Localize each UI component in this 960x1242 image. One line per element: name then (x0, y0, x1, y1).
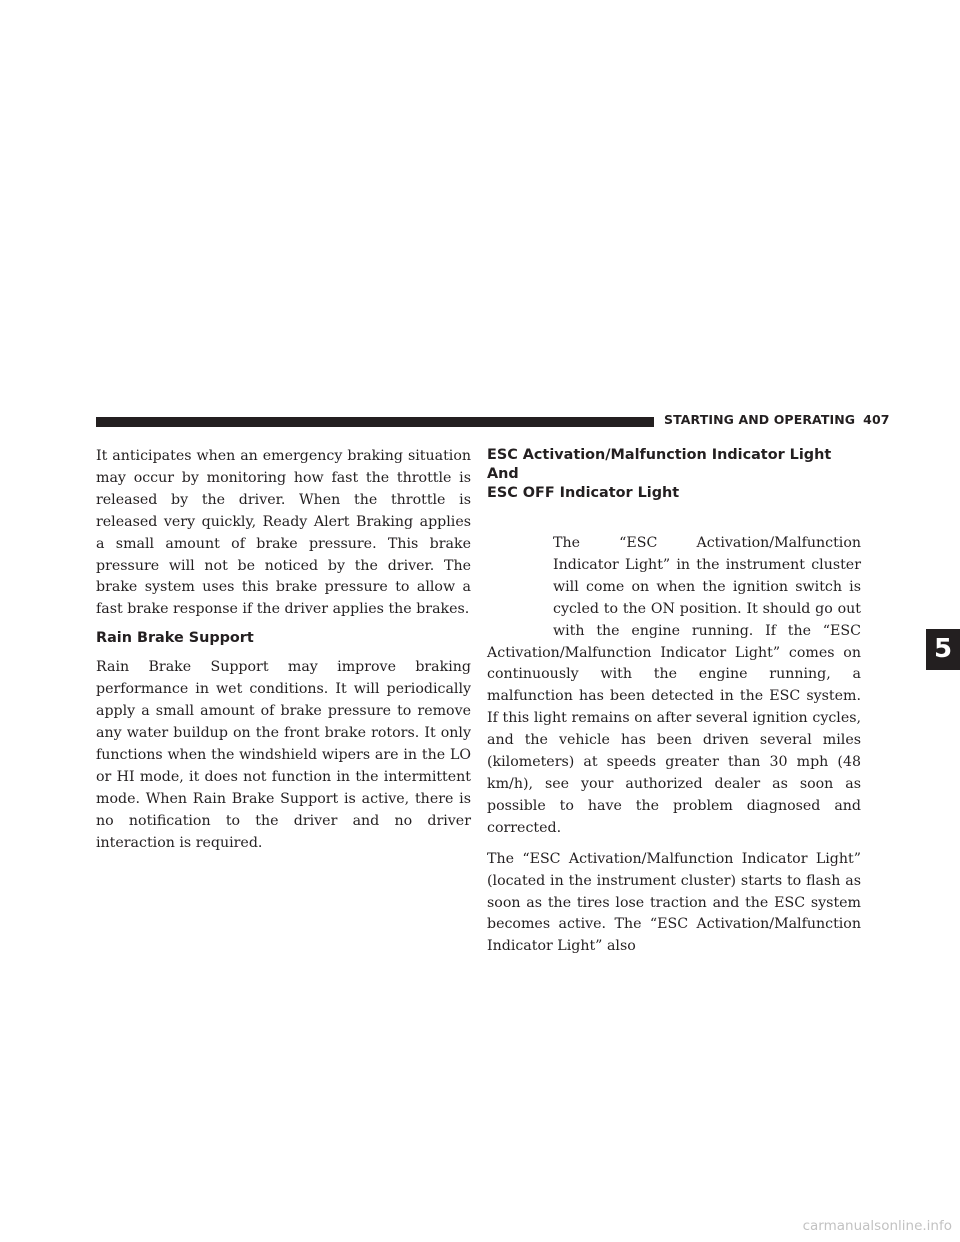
left-column (96, 446, 471, 854)
page-number: 407 (863, 412, 890, 427)
indicator-symbol-space (487, 533, 553, 621)
esc-indicator-heading (487, 446, 861, 503)
chapter-tab: 5 (926, 629, 960, 670)
right-column (487, 446, 861, 958)
esc-flash-paragraph: The “ESC Activation/Malfunction Indicator Light” (located in the instrument cluster) starts to flash as soon as the tires lose traction and the ESC system becomes active. The “ESC Activation/Malfunction Indicator Light” also (487, 850, 861, 955)
ready-alert-paragraph: It anticipates when an emergency braking situation may occur by monitoring how fast the throttle is released by the driver. When the throttle is released very quickly, Ready Alert Braking applies a small amount of brake pressure. This brake pressure will not be noticed by the driver. The brake system uses this brake pressure to allow a fast brake response if the driver applies the brakes. (96, 448, 471, 618)
rain-brake-support-heading: Rain Brake Support (96, 630, 254, 647)
esc-indicator-paragraph: The “ESC Activation/Malfunction Indicator Light” in the instrument cluster will come on when the ignition switch is cycled to the ON position. It should go out with the engine running. If the “ESC Activation/Malfunction Indicator Light” comes on continuously with the engine running, a malfunction has been detected in the ESC system. If this light remains on after several ignition cycles, and the vehicle has been driven several miles (kilometers) at speeds greater than 30 mph (48 km/h), see your authorized dealer as soon as possible to have the problem diagnosed and corrected. (487, 535, 861, 836)
header-rule (96, 417, 654, 427)
esc-indicator-block (487, 533, 861, 840)
running-header (664, 412, 890, 427)
rain-brake-support-paragraph: Rain Brake Support may improve braking performance in wet conditions. It will periodically apply a small amount of brake pressure to remove any water buildup on the front brake rotors. It only functions when the windshield wipers are in the LO or HI mode, it does not function in the intermittent mode. When Rain Brake Support is active, there is no notification to the driver and no driver interaction is required. (96, 659, 471, 851)
section-title: STARTING AND OPERATING (664, 412, 856, 427)
esc-heading-line-1: ESC Activation/Malfunction Indicator Light And (487, 447, 832, 482)
watermark: carmanualsonline.info (802, 1218, 952, 1234)
esc-heading-line-2: ESC OFF Indicator Light (487, 485, 680, 501)
